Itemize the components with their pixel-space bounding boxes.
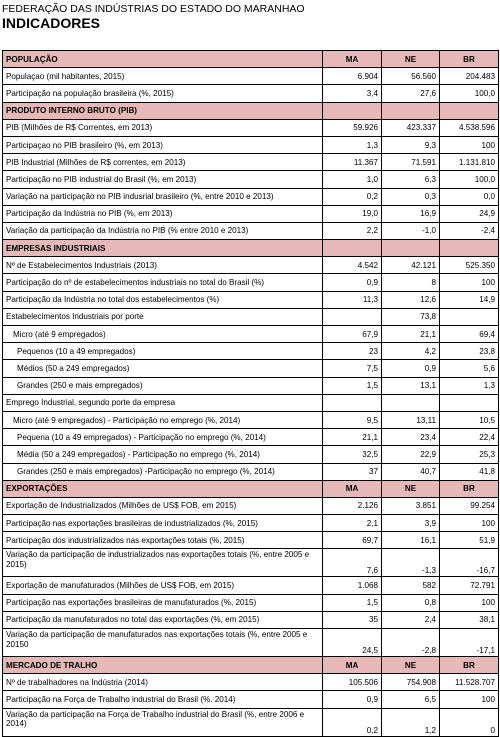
value-ne: 16,9 [382,206,440,222]
value-br: 525.350 [440,257,499,273]
column-header [323,103,382,119]
value-ma: 2.126 [323,498,382,514]
value-ma: 7,5 [323,360,382,376]
value-ne: 8 [382,274,440,290]
value-ma: 0,9 [323,274,382,290]
value-ne: 0,3 [382,189,440,205]
indicator-label: Estabelecimentos Industriais por porte [3,309,323,325]
organization-name: FEDERAÇÃO DAS INDÚSTRIAS DO ESTADO DO MARANHAO [2,3,305,15]
table-row [3,206,499,223]
value-br: -2,4 [440,223,499,239]
value-ne: 2,4 [382,612,440,628]
value-br [440,309,499,325]
indicator-label: Médios (50 a 249 empregados) [3,360,323,376]
page-header [0,0,500,39]
value-ne: 56.560 [382,68,440,84]
indicator-label: PIB Industrial (Milhões de R$ correntes, em 2013) [3,154,323,170]
value-br: 204.483 [440,68,499,84]
value-ne: 423.337 [382,120,440,136]
value-br: 1.131.810 [440,154,499,170]
table-row [3,429,499,446]
value-ma: 4.542 [323,257,382,273]
value-br: -16,7 [440,549,499,576]
indicator-label: Participação na população brasileira (%, 2015) [3,85,323,101]
value-br: 10,5 [440,412,499,428]
value-br: 99.254 [440,498,499,514]
value-br: 4.538.596 [440,120,499,136]
indicator-label: Variação na participação no PIB indusrial brasileiro (%, entre 2010 e 2013) [3,189,323,205]
value-ma: 23 [323,343,382,359]
value-br: 51,9 [440,532,499,548]
value-ne: 582 [382,577,440,593]
table-row [3,274,499,291]
indicator-label: Participação nas exportações brasileiras de manufaturados (%, 2015) [3,595,323,611]
section-header-row [3,51,499,68]
value-ma: 1,3 [323,137,382,153]
value-ne: 23,4 [382,429,440,445]
value-ne: 6,3 [382,171,440,187]
indicator-label: Grandes (250 e mais empregados) -Participação no emprego (%, 2014) [3,464,323,480]
value-ne: 3.851 [382,498,440,514]
section-title: MERCADO DE TRALHO [3,657,323,673]
value-ne: 4,2 [382,343,440,359]
table-row [3,326,499,343]
value-ma: 35 [323,612,382,628]
table-row [3,257,499,274]
value-ma: 0,9 [323,691,382,707]
table-row [3,549,499,577]
indicator-label: Variação da participação na Força de Trabalho industrial do Brasil (%, entre 2006 e 2014) [3,709,323,736]
value-ne: 0,9 [382,360,440,376]
value-br: 24,9 [440,206,499,222]
column-header: MA [323,481,382,497]
indicator-label: Populaçao (mil habitantes, 2015) [3,68,323,84]
indicator-label: PIB (Milhões de R$ Correntes, em 2013) [3,120,323,136]
value-br: 100 [440,595,499,611]
table-row [3,709,499,737]
value-br: 100 [440,274,499,290]
value-ma: 21,1 [323,429,382,445]
value-ma: 69,7 [323,532,382,548]
table-row [3,612,499,629]
value-br [440,395,499,411]
value-ma [323,395,382,411]
indicator-label: Pequenos (10 a 49 empregados) [3,343,323,359]
value-ma: 9,5 [323,412,382,428]
indicator-label: Participação na Força de Trabalho industrial do Brasil (%. 2014) [3,691,323,707]
table-row [3,595,499,612]
value-ne: -2,8 [382,629,440,656]
value-ma: 0,2 [323,709,382,736]
table-row [3,532,499,549]
indicator-label: Variação da participação de industrializados nas exportações totais (%, entre 2005 e 2015) [3,549,323,576]
indicator-label: Participação da Indústria no total dos estabelecimentos (%) [3,292,323,308]
value-br: 1,3 [440,378,499,394]
value-ne: 21,1 [382,326,440,342]
table-row [3,309,499,326]
column-header: MA [323,51,382,67]
indicator-label: Participação do nº de estabelecimentos industriais no total do Brasil (%) [3,274,323,290]
section-title: EXPORTAÇÕES [3,481,323,497]
indicator-label: Participação dos industrializados nas exportações totais (%, 2015) [3,532,323,548]
value-ne: 22,9 [382,446,440,462]
value-br: 14,9 [440,292,499,308]
value-br: 100,0 [440,171,499,187]
section-title: POPULAÇÃO [3,51,323,67]
value-br: 69,4 [440,326,499,342]
indicator-label: Emprego Industrial, segundo porte da empresa [3,395,323,411]
column-header: NE [382,51,440,67]
value-ma: 1,0 [323,171,382,187]
table-row [3,154,499,171]
indicator-label: Participação da Indústria no PIB (%, em 2013) [3,206,323,222]
value-ma: 105.506 [323,674,382,690]
indicator-label: Participaçao no PIB brasileiro (%, em 2013) [3,137,323,153]
value-ma: 7,6 [323,549,382,576]
table-row [3,360,499,377]
value-br: 38,1 [440,612,499,628]
value-br: 0,0 [440,189,499,205]
value-ne: 27,6 [382,85,440,101]
column-header: MA [323,657,382,673]
column-header: BR [440,51,499,67]
column-header [382,103,440,119]
table-row [3,343,499,360]
value-ma: 1,5 [323,378,382,394]
indicator-label: Nº de Estabelecimentos Industriais (2013) [3,257,323,273]
value-ma: 67,9 [323,326,382,342]
value-ne: 12,6 [382,292,440,308]
value-ne: 16,1 [382,532,440,548]
section-header-row [3,481,499,498]
table-row [3,68,499,85]
value-ne: 71.591 [382,154,440,170]
section-header-row [3,240,499,257]
value-ma: 3,4 [323,85,382,101]
value-ma: 2,1 [323,515,382,531]
value-ne: 1,2 [382,709,440,736]
value-ma: 1,5 [323,595,382,611]
value-ma [323,309,382,325]
table-row [3,395,499,412]
value-ne: -1,0 [382,223,440,239]
value-br: 100 [440,137,499,153]
column-header: NE [382,481,440,497]
table-row [3,446,499,463]
table-row [3,85,499,102]
indicator-label: Média (50 a 249 empregados) - Participação no emprego (%, 2014) [3,446,323,462]
table-row [3,464,499,481]
column-header [440,103,499,119]
value-br: 22,4 [440,429,499,445]
value-ne: 3,9 [382,515,440,531]
value-br: 41,8 [440,464,499,480]
indicator-label: Micro (até 9 empregados) - Participação no emprego (%, 2014) [3,412,323,428]
value-ma: 11,3 [323,292,382,308]
value-br: 23,8 [440,343,499,359]
value-ne: 73,8 [382,309,440,325]
column-header: BR [440,481,499,497]
value-br: 5,6 [440,360,499,376]
table-row [3,189,499,206]
table-row [3,577,499,594]
table-row [3,292,499,309]
value-ne: 42.121 [382,257,440,273]
section-title: EMPRESAS INDUSTRIAIS [3,240,323,256]
value-ma: 1.068 [323,577,382,593]
table-row [3,674,499,691]
value-ma: 37 [323,464,382,480]
table-row [3,137,499,154]
indicator-label: Participação no PIB industrial do Brasil (%, em 2013) [3,171,323,187]
value-ne: 13,1 [382,378,440,394]
value-ne: 6,5 [382,691,440,707]
column-header: BR [440,657,499,673]
section-header-row [3,657,499,674]
indicator-label: Participação nas exportações brasileiras de industrializados (%, 2015) [3,515,323,531]
value-ma: 32,5 [323,446,382,462]
value-ne: 0,8 [382,595,440,611]
indicator-label: Exportação de Industrializados (Milhões de US$ FOB, em 2015) [3,498,323,514]
table-row [3,378,499,395]
page-title: INDICADORES [2,15,101,31]
value-br: -17,1 [440,629,499,656]
value-br: 100 [440,515,499,531]
indicator-label: Grandes (250 e mais empregados) [3,378,323,394]
table-row [3,515,499,532]
indicators-table [2,50,499,737]
value-br: 100,0 [440,85,499,101]
indicator-label: Pequena (10 a 49 empregados) - Participação no emprego (%, 2014) [3,429,323,445]
indicator-label: Variação da participação da Indústria no PIB (% entre 2010 e 2013) [3,223,323,239]
indicator-label: Participação da manufaturados no total das exportações (%, em 2015) [3,612,323,628]
value-ma: 59.926 [323,120,382,136]
value-ma: 0,2 [323,189,382,205]
table-row [3,171,499,188]
table-row [3,120,499,137]
value-ne: 40,7 [382,464,440,480]
value-ne: -1,3 [382,549,440,576]
value-ne: 13,11 [382,412,440,428]
value-ma: 2,2 [323,223,382,239]
column-header [323,240,382,256]
section-title: PRODUTO INTERNO BRUTO (PIB) [3,103,323,119]
value-ne [382,395,440,411]
column-header: NE [382,657,440,673]
value-ma: 6.904 [323,68,382,84]
value-ma: 19,0 [323,206,382,222]
section-header-row [3,103,499,120]
value-ne: 754.908 [382,674,440,690]
table-row [3,223,499,240]
indicator-label: Micro (até 9 empregados) [3,326,323,342]
table-row [3,412,499,429]
value-ne: 9,3 [382,137,440,153]
indicator-label: Nº de trabalhadores na Indústria (2014) [3,674,323,690]
table-row [3,498,499,515]
value-br: 25,3 [440,446,499,462]
table-row [3,629,499,657]
value-ma: 11.367 [323,154,382,170]
indicator-label: Variação da participação de manufaturados nas exportações totais (%, entre 2005 e 20150 [3,629,323,656]
indicator-label: Exportação de manufaturados (Milhões de US$ FOB, em 2015) [3,577,323,593]
column-header [440,240,499,256]
column-header [382,240,440,256]
value-br: 100 [440,691,499,707]
value-br: 0 [440,709,499,736]
value-br: 11.528.707 [440,674,499,690]
value-ma: 24,5 [323,629,382,656]
value-br: 72.791 [440,577,499,593]
